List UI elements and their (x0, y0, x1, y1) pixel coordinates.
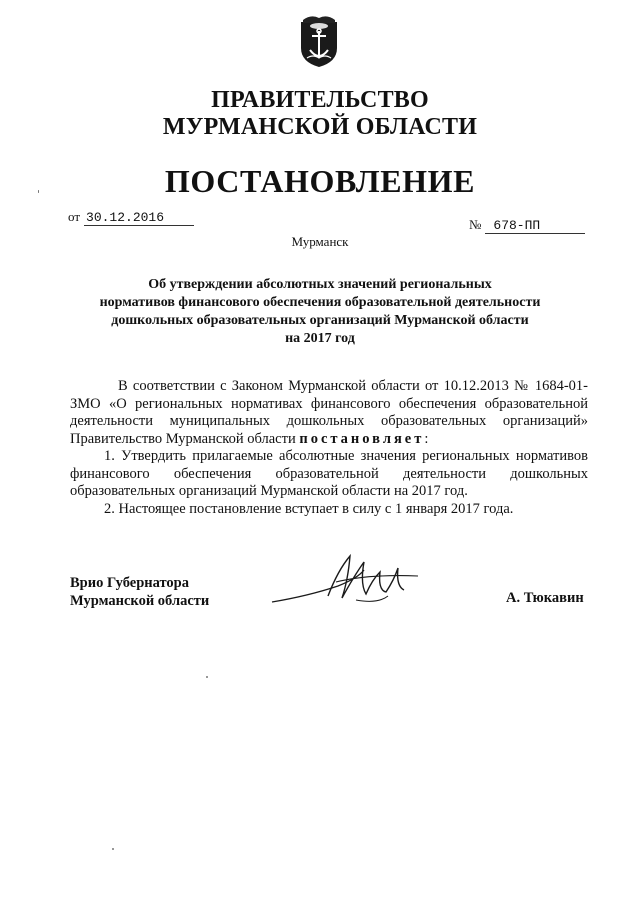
scan-speck (206, 676, 208, 678)
preamble-paragraph (70, 378, 588, 448)
signatory-title-line1: Врио Губернатора (70, 575, 189, 591)
city-name: Мурманск (291, 234, 349, 249)
resolution-item-2: 2. Настоящее постановление вступает в силу с 1 января 2017 года. (104, 500, 514, 517)
document-subject (60, 276, 580, 348)
handwritten-signature-icon (268, 550, 428, 614)
government-name-line1: ПРАВИТЕЛЬСТВО (211, 87, 429, 113)
signatory-title-line2: Мурманской области (70, 593, 210, 609)
date-value: 30.12.2016 (84, 210, 194, 226)
scan-speck (112, 848, 114, 850)
number-value: 678-ПП (485, 218, 585, 234)
preamble-text: В соответствии с Законом Мурманской области от 10.12.2013 № 1684-01-ЗМО «О региональных нормативах финансового обеспечения образовательной деятельности муниципальных дошкольных образовательных организаций» Правительство Мурманской области (70, 378, 588, 447)
scan-speck (38, 190, 39, 193)
resolution-keyword: постановляет (299, 430, 425, 447)
number-prefix: № (469, 217, 482, 232)
murmansk-coat-of-arms-icon (299, 14, 339, 68)
document-number (469, 216, 585, 234)
government-name-line2: МУРМАНСКОЙ ОБЛАСТИ (162, 114, 478, 140)
document-body (70, 378, 588, 518)
date-prefix: от (68, 209, 81, 224)
subject-line-2: нормативов финансового обеспечения образовательной деятельности (99, 295, 541, 310)
signatory-title (70, 574, 209, 610)
preamble-colon: : (424, 430, 429, 447)
signatory-name: А. Тюкавин (506, 590, 584, 606)
subject-line-1: Об утверждении абсолютных значений региональных (148, 277, 492, 292)
document-date (68, 208, 194, 226)
document-type-title: ПОСТАНОВЛЕНИЕ (164, 163, 476, 199)
resolution-item-1: 1. Утвердить прилагаемые абсолютные значения региональных нормативов финансового обеспечения образовательной деятельности дошкольных образовательных организаций Мурманской области на 2017 год. (70, 448, 588, 499)
subject-line-4: на 2017 год (285, 331, 355, 346)
subject-line-3: дошкольных образовательных организаций Мурманской области (111, 313, 529, 328)
